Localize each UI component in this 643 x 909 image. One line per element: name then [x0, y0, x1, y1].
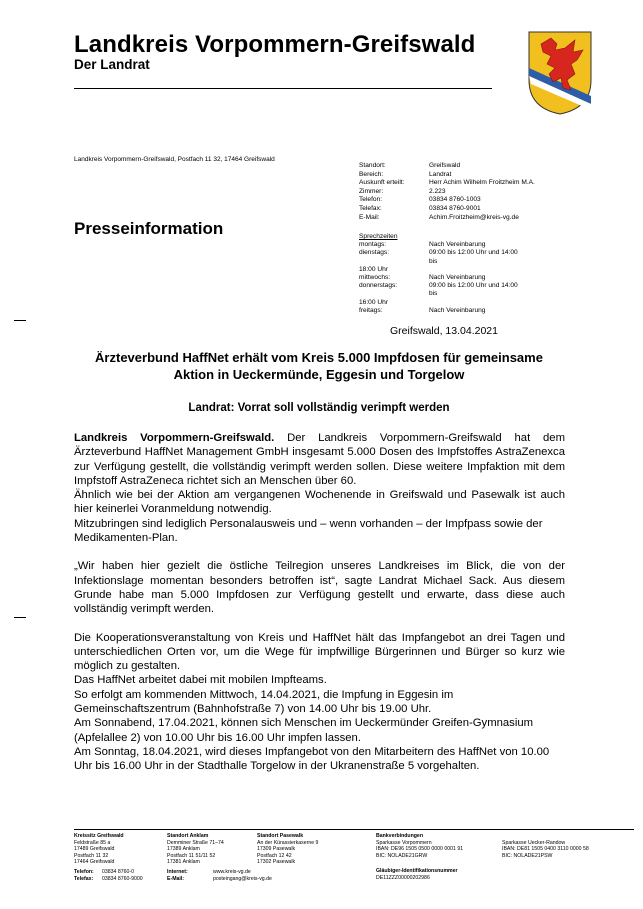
footer-label: Telefax: — [74, 875, 94, 882]
subheadline: Landrat: Vorrat soll vollständig verimpft werden — [188, 402, 450, 414]
footer-col-title: Kreissitz Greifswald — [74, 833, 124, 839]
office-hours-day: dienstags: — [359, 249, 390, 257]
info-label: Standort: — [359, 162, 386, 169]
headline: Ärzteverbund HaffNet erhält vom Kreis 5.000 Impfdosen für gemeinsame Aktion in Ueckermünde, Eggesin und Torgelow — [95, 350, 543, 382]
office-hours-time: Nach Vereinbarung — [429, 274, 486, 282]
paragraph: Am Sonntag, 18.04.2021, wird dieses Impfangebot von den Mitarbeitern des HaffNet von 10.00 Uhr bis 16.00 Uhr in der Stadthalle Torgelow in der Ukranenstraße 5 vorgehalten. — [74, 745, 550, 773]
header-rule — [74, 88, 492, 89]
footer-line: Sparkasse Uecker-Randow — [502, 839, 566, 846]
info-value: 03834 8760-9001 — [429, 204, 481, 212]
info-label: E-Mail: — [359, 213, 380, 221]
footer-line: 17381 Anklam — [167, 859, 200, 866]
info-value: Herr Achim Wilhelm Froitzheim M.A. — [429, 179, 535, 187]
office-hours-time — [429, 299, 519, 307]
footer-line: 17302 Pasewalk — [257, 859, 296, 866]
footer-label: Internet: — [167, 868, 188, 875]
office-hours-time: 09:00 bis 12:00 Uhr und 14:00 bis — [429, 249, 518, 265]
footer-col-title: Standort Anklam — [167, 833, 209, 839]
footer-label: Telefon: — [74, 868, 94, 875]
info-label: Telefon: — [359, 196, 383, 204]
griffin-crest-icon — [527, 30, 593, 116]
info-label: Auskunft erteilt: — [359, 179, 405, 187]
authority-title: Landkreis Vorpommern-Greifswald — [74, 31, 476, 58]
footer-email-link[interactable]: posteingang@kreis-vg.de — [213, 875, 272, 882]
info-value: 03834 8760-1003 — [429, 196, 481, 204]
footer-bank-2 — [502, 833, 589, 859]
footer-bank-1 — [376, 833, 463, 882]
footer-line: Postfach 11 51/11 52 — [167, 852, 216, 859]
footer-line: 17389 Anklam — [167, 846, 200, 853]
footer-line: Postfach 12 42 — [257, 852, 292, 859]
info-row — [359, 214, 535, 223]
info-value: Landrat — [429, 170, 452, 178]
paragraph: Das HaffNet arbeitet dabei mit mobilen Impfteams. — [74, 674, 327, 687]
office-hours-time: 09:00 bis 12:00 Uhr und 14:00 bis — [429, 282, 518, 298]
fold-mark — [14, 320, 26, 321]
office-hours-row — [359, 266, 519, 274]
info-value: Greifswald — [429, 162, 461, 169]
office-hours-row — [359, 282, 519, 298]
document-date: Greifswald, 13.04.2021 — [390, 325, 498, 337]
office-hours-time: Nach Vereinbarung — [429, 306, 486, 314]
info-row — [359, 196, 535, 205]
office-hours-day: mittwochs: — [359, 274, 391, 282]
footer-fax: 03834 8760-9000 — [102, 875, 143, 882]
footer-line: 17489 Greifswald — [74, 846, 115, 853]
contact-info — [359, 162, 535, 222]
article-body — [74, 431, 565, 774]
paragraph: Mitzubringen sind lediglich Personalausweis und – wenn vorhanden – der Impfpass sowie der Medikamenten-Plan. — [74, 517, 543, 545]
info-row — [359, 205, 535, 214]
info-row — [359, 171, 535, 180]
footer-line: Postfach 11 32 — [74, 852, 109, 859]
footer-phone: 03834 8760-0 — [102, 868, 135, 875]
office-hours-row — [359, 307, 519, 315]
footer-col-greifswald — [74, 833, 143, 882]
office-hours-row — [359, 241, 519, 249]
footer-label: E-Mail: — [167, 875, 185, 882]
footer-line: IBAN: DE96 1505 0500 0000 0001 91 — [376, 846, 464, 853]
office-hours-day: 18:00 Uhr — [359, 265, 388, 273]
office-hours-day: donnerstags: — [359, 282, 398, 290]
footer-rule — [74, 829, 634, 830]
office-hours-day: montags: — [359, 241, 387, 249]
paragraph: Ähnlich wie bei der Aktion am vergangenen Wochenende in Greifswald und Pasewalk ist auch hier keinerlei Voranmeldung notwendig. — [74, 489, 565, 516]
office-hours — [359, 233, 519, 315]
office-hours-time: Nach Vereinbarung — [429, 241, 486, 249]
document-type: Presseinformation — [74, 219, 224, 238]
paragraph: So erfolgt am kommenden Mittwoch, 14.04.2021, die Impfung in Eggesin im Gemeinschaftszentrum (Bahnhofstraße 7) von 14.00 Uhr bis 19.00 Uhr. — [74, 688, 454, 716]
info-row — [359, 162, 535, 171]
footer-col-title: Gläubiger-Identifikationsnummer — [376, 868, 458, 875]
paragraph: Die Kooperationsveranstaltung von Kreis und HaffNet hält das Impfangebot an drei Tagen und unterschiedlichen Orten vor, um die Wege für impfwillige Bürgerinnen und Bürger so kurz wie möglich zu gestalten. — [74, 631, 565, 673]
footer-line: Sparkasse Vorpommern — [376, 839, 432, 846]
info-value: Achim.Froitzheim@kreis-vg.de — [429, 213, 519, 221]
info-label: Bereich: — [359, 170, 384, 178]
footer-line: An der Kürassierkaserne 9 — [257, 839, 319, 846]
info-value: 2.223 — [429, 187, 446, 195]
footer-line: 17464 Greifswald — [74, 859, 115, 866]
office-hours-heading: Sprechzeiten — [359, 233, 398, 240]
footer-line: Demminer Straße 71–74 — [167, 839, 224, 846]
footer-line: BIC: NOLADE21PSW — [502, 852, 553, 859]
footer-line: DE11ZZZ00000202986 — [376, 874, 430, 881]
paragraph — [74, 431, 565, 488]
info-row — [359, 188, 535, 197]
info-label: Telefax: — [359, 204, 382, 212]
office-hours-day: freitags: — [359, 306, 383, 314]
footer-line: BIC: NOLADE21GRW — [376, 852, 428, 859]
footer-line: IBAN: DE81 1505 0400 3110 0000 58 — [502, 846, 589, 853]
footer-col-title: Standort Pasewalk — [257, 833, 304, 839]
footer-col-pasewalk — [257, 833, 318, 866]
office-hours-row — [359, 299, 519, 307]
paragraph: Am Sonnabend, 17.04.2021, können sich Menschen im Ueckermünder Greifen-Gymnasium (Apfelallee 2) von 10.00 Uhr bis 16.00 Uhr impfen lassen. — [74, 717, 534, 744]
footer-website-link[interactable]: www.kreis-vg.de — [213, 868, 251, 875]
return-address: Landkreis Vorpommern-Greifswald, Postfach 11 32, 17464 Greifswald — [74, 156, 275, 163]
authority-subtitle: Der Landrat — [74, 57, 150, 72]
footer-line: 17309 Pasewalk — [257, 846, 296, 853]
footer-line: Feldstraße 85 a — [74, 839, 111, 846]
info-row — [359, 179, 535, 188]
info-label: Zimmer: — [359, 187, 384, 195]
office-hours-day: 16:00 Uhr — [359, 298, 388, 306]
quote-paragraph: „Wir haben hier gezielt die östliche Teilregion unseres Landkreises im Blick, die von der Infektionslage momentan besonders betroffen ist“, sagte Landrat Michael Sack. Aus diesem Grunde habe man 5.000 Impfdosen zur Verfügung gestellt und erwarte, dass diese auch vollständig verimpft werden. — [74, 560, 565, 616]
office-hours-row — [359, 274, 519, 282]
office-hours-row — [359, 249, 519, 265]
office-hours-time — [429, 266, 519, 274]
fold-mark — [14, 617, 26, 618]
paragraph-text: Der Landkreis Vorpommern-Greifswald hat dem Ärzteverbund HaffNet Management GmbH insgesamt 5.000 Dosen des Impfstoffes AstraZenexca zur Verfügung gestellt, die vollständig verimpft werden sollen. Diese weitere Impfaktion mit dem Impfstoff AstraZeneca richtet sich an Menschen über 60. — [74, 432, 565, 487]
lead-location: Landkreis Vorpommern-Greifswald. — [74, 432, 275, 444]
footer-col-title: Bankverbindungen — [376, 833, 423, 839]
